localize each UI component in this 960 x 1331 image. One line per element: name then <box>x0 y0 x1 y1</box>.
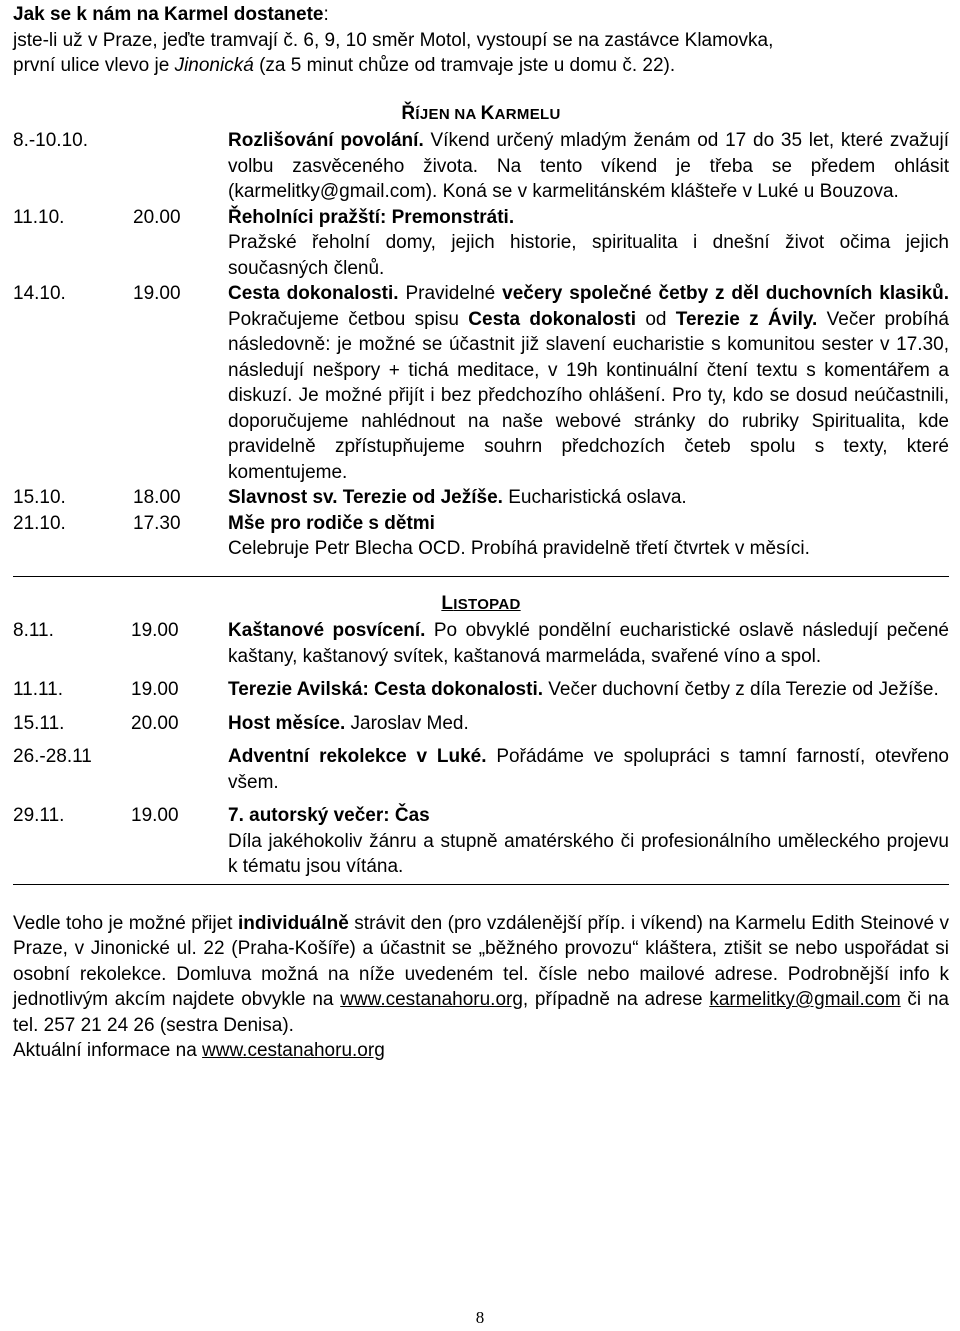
event-row <box>13 803 949 880</box>
directions-line-2: první ulice vlevo je Jinonická (za 5 minut chůze od tramvaje jste u domu č. 22). <box>13 55 676 76</box>
event-time: 19.00 <box>131 620 179 641</box>
event-row <box>13 205 949 282</box>
event-time: 19.00 <box>131 679 179 700</box>
event-time: 20.00 <box>131 712 179 734</box>
event-date: 8.11. <box>13 620 54 641</box>
event-time: 18.00 <box>133 487 181 508</box>
event-date: 29.11. <box>13 805 65 826</box>
event-description: Mše pro rodiče s dětmi Celebruje Petr Blecha OCD. Probíhá pravidelně třetí čtvrtek v měsíci. <box>228 512 810 559</box>
event-date: 15.10. <box>13 487 66 508</box>
event-time: 17.30 <box>133 512 181 534</box>
event-description: Host měsíce. Jaroslav Med. <box>228 712 469 734</box>
section-divider <box>13 884 949 885</box>
event-time <box>131 744 228 803</box>
event-row <box>13 677 949 711</box>
event-row <box>13 511 949 562</box>
event-description: Terezie Avilská: Cesta dokonalosti. Večer duchovní četby z díla Terezie od Ježíše. <box>228 679 939 700</box>
event-date: 15.11. <box>13 712 65 734</box>
directions-title: Jak se k nám na Karmel dostanete: <box>13 4 329 25</box>
event-time: 19.00 <box>131 805 179 826</box>
event-row <box>13 711 949 745</box>
event-description: Cesta dokonalosti. Pravidelné večery společné četby z děl duchovních klasiků. Pokračujeme četbou spisu Cesta dokonalosti od Terezie z Ávily. Večer probíhá následovně: je možné se účastnit již slavení eucharistie s komunitou sester v 17.30, následují nešpory + tichá meditace, v 19h kontinuální čtení textu s komentářem a diskuzí. Je možné přijít i bez předchozího ohlášení. Pro ty, kdo se dosud neúčastnili, doporučujeme nahlédnout na naše webové stránky do rubriky Spiritualita, kde pravidelně zpřístupňujeme souhrn předchozích četeb spolu s texty, které komentujeme. <box>228 283 949 483</box>
directions-line-1: jste-li už v Praze, jeďte tramvají č. 6, 9, 10 směr Motol, vystoupí se na zastávce Klamovka, <box>13 29 774 51</box>
event-description: 7. autorský večer: Čas Díla jakéhokoliv žánru a stupně amatérského či profesionálního uměleckého projevu k tématu jsou vítána. <box>228 805 949 877</box>
event-date: 8.-10.10. <box>13 130 88 151</box>
website-link[interactable]: www.cestanahoru.org <box>340 989 523 1010</box>
current-info-line: Aktuální informace na www.cestanahoru.org <box>13 1040 385 1061</box>
event-description: Kaštanové posvícení. Po obvyklé pondělní eucharistické oslavě následují pečené kaštany, kaštanový svítek, kaštanová marmeláda, svařené víno a spol. <box>228 620 949 667</box>
november-heading: LISTOPAD <box>441 592 521 614</box>
october-heading: ŘÍJEN NA KARMELU <box>401 102 561 124</box>
event-date: 14.10. <box>13 283 66 304</box>
email-link[interactable]: karmelitky@gmail.com <box>709 989 901 1010</box>
event-time: 20.00 <box>133 206 181 228</box>
event-date: 11.10. <box>13 206 65 228</box>
directions-section <box>13 2 949 79</box>
event-row <box>13 128 949 205</box>
event-time: 19.00 <box>133 283 181 304</box>
document-page <box>13 0 949 1064</box>
website-link-2[interactable]: www.cestanahoru.org <box>202 1040 385 1061</box>
november-events-table <box>13 618 949 880</box>
event-date: 21.10. <box>13 512 66 534</box>
event-date: 26.-28.11 <box>13 746 92 767</box>
event-description: Slavnost sv. Terezie od Ježíše. Eucharistická oslava. <box>228 487 687 508</box>
october-events-table <box>13 128 949 562</box>
event-description: Adventní rekolekce v Luké. Pořádáme ve spolupráci s tamní farností, otevřeno všem. <box>228 746 949 793</box>
event-description: Řeholníci pražští: Premonstráti. Pražské řeholní domy, jejich historie, spiritualita i dnešní život očima jejich současných členů. <box>228 206 949 279</box>
event-row <box>13 618 949 677</box>
section-divider <box>13 576 949 577</box>
event-description: Rozlišování povolání. Víkend určený mladým ženám od 17 do 35 let, které zvažují volbu zasvěceného života. Na tento víkend je třeba se předem ohlásit (karmelitky@gmail.com). Koná se v karmelitánském klášteře v Luké u Bouzova. <box>228 130 950 202</box>
event-row <box>13 485 949 511</box>
closing-paragraph: Vedle toho je možné přijet individuálně strávit den (pro vzdálenější příp. i víkend) na Karmelu Edith Steinové v Praze, v Jinonické ul. 22 (Praha-Košíře) a účastnit se „běžného provozu“ kláštera, ztišit se nebo uspořádat si osobní rekolekce. Domluva možná na níže uvedeném tel. čísle nebo mailové adrese. Podrobnější info k jednotlivým akcím najdete obvykle na www.cestanahoru.org, případně na adrese karmelitky@gmail.com či na tel. 257 21 24 26 (sestra Denisa). <box>13 912 950 1036</box>
event-row <box>13 744 949 803</box>
event-time <box>133 128 228 205</box>
event-row <box>13 281 949 485</box>
event-date: 11.11. <box>13 679 64 700</box>
page-number: 8 <box>475 1308 485 1327</box>
